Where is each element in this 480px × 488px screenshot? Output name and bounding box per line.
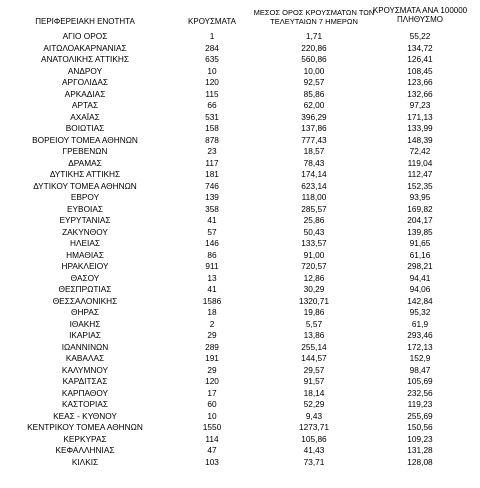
average-cell: 174,14 xyxy=(301,169,327,179)
cases-cell: 191 xyxy=(205,353,219,363)
per-100000-cell: 61,16 xyxy=(409,249,431,260)
average-cell: 1273,71 xyxy=(299,422,329,432)
cases-cell: 1 xyxy=(209,31,215,41)
cases-cell: 114 xyxy=(205,433,219,444)
regional-unit-cell: ΚΕΝΤΡΙΚΟΥ ΤΟΜΕΑ ΑΘΗΝΩΝ xyxy=(27,422,143,432)
cases-cell: 158 xyxy=(205,123,219,133)
per-100000-cell: 152,35 xyxy=(407,180,433,191)
per-100000-cell: 94,41 xyxy=(409,272,431,283)
cases-cell: 284 xyxy=(205,42,219,53)
cases-cell: 13 xyxy=(207,272,217,283)
cases-cell: 57 xyxy=(207,226,217,237)
regional-unit-cell: ΖΑΚΥΝΘΟΥ xyxy=(62,226,108,237)
per-100000-cell: 93,95 xyxy=(409,192,431,202)
regional-unit-cell: ΑΡΓΟΛΙΔΑΣ xyxy=(62,77,108,87)
cases-cell: 17 xyxy=(207,387,217,398)
table-row xyxy=(0,169,480,181)
table-row xyxy=(0,422,480,434)
average-cell: 62,00 xyxy=(303,100,325,110)
table-row xyxy=(0,445,480,457)
cases-cell: 878 xyxy=(205,134,219,145)
cases-cell: 10 xyxy=(207,65,217,76)
cases-cell: 1586 xyxy=(202,295,222,306)
per-100000-cell: 128,08 xyxy=(407,456,433,467)
regional-unit-cell: ΘΗΡΑΣ xyxy=(70,307,100,317)
table-row xyxy=(0,273,480,285)
per-100000-cell: 119,04 xyxy=(407,157,433,168)
table-row xyxy=(0,215,480,227)
average-cell: 91,00 xyxy=(303,249,325,260)
regional-unit-cell: ΘΑΣΟΥ xyxy=(70,272,100,283)
regional-unit-cell: ΑΓΙΟ ΟΡΟΣ xyxy=(62,31,108,41)
cases-cell: 120 xyxy=(205,376,219,386)
average-cell: 50,43 xyxy=(303,226,325,237)
table-row xyxy=(0,204,480,216)
table-row xyxy=(0,434,480,446)
table-row xyxy=(0,100,480,112)
cases-cell: 18 xyxy=(207,307,217,317)
table-row xyxy=(0,66,480,78)
cases-cell: 139 xyxy=(205,192,219,202)
average-cell: 85,86 xyxy=(303,88,325,99)
per-100000-cell: 98,47 xyxy=(409,364,431,375)
cases-cell: 41 xyxy=(207,284,217,294)
regional-unit-cell: ΚΑΣΤΟΡΙΑΣ xyxy=(61,399,109,409)
per-100000-cell: 298,21 xyxy=(407,261,433,271)
average-cell: 720,57 xyxy=(301,261,327,271)
average-cell: 25,86 xyxy=(303,215,325,225)
per-100000-cell: 150,56 xyxy=(407,422,433,432)
per-100000-cell: 132,66 xyxy=(407,88,433,99)
cases-cell: 531 xyxy=(205,111,219,122)
average-cell: 1,71 xyxy=(305,31,323,41)
regional-unit-cell: ΑΝΔΡΟΥ xyxy=(67,65,103,76)
average-cell: 396,29 xyxy=(301,111,327,122)
table-row xyxy=(0,457,480,469)
regional-unit-cell: ΘΕΣΠΡΩΤΙΑΣ xyxy=(58,284,112,294)
regional-unit-cell: ΙΚΑΡΙΑΣ xyxy=(69,330,101,340)
cases-cell: 2 xyxy=(209,318,215,329)
regional-unit-cell: ΚΕΡΚΥΡΑΣ xyxy=(63,433,107,444)
regional-unit-cell: ΚΕΑΣ - ΚΥΘΝΟΥ xyxy=(53,410,117,421)
average-cell: 73,71 xyxy=(303,456,325,467)
header-cases-per-100000: ΚΡΟΥΣΜΑΤΑ ΑΝΑ 100000 ΠΛΗΘΥΣΜΟ xyxy=(372,6,468,24)
table-row xyxy=(0,365,480,377)
cases-cell: 120 xyxy=(205,77,219,87)
cases-cell: 117 xyxy=(205,157,219,168)
regional-unit-cell: ΓΡΕΒΕΝΩΝ xyxy=(62,146,108,156)
average-cell: 133,57 xyxy=(301,238,327,248)
per-100000-cell: 55,22 xyxy=(409,31,431,41)
table-row xyxy=(0,319,480,331)
table-row xyxy=(0,43,480,55)
average-cell: 144,57 xyxy=(301,353,327,363)
regional-unit-cell: ΒΟΙΩΤΙΑΣ xyxy=(65,123,105,133)
table-row xyxy=(0,31,480,43)
table-row xyxy=(0,54,480,66)
table-row xyxy=(0,146,480,158)
regional-unit-cell: ΚΙΛΚΙΣ xyxy=(71,456,99,467)
table-row xyxy=(0,353,480,365)
average-cell: 560,86 xyxy=(301,54,327,64)
regional-unit-cell: ΑΡΚΑΔΙΑΣ xyxy=(64,88,106,99)
average-cell: 9,43 xyxy=(305,410,323,421)
average-cell: 92,57 xyxy=(303,77,325,87)
header-regional-unit: ΠΕΡΙΦΕΡΕΙΑΚΗ ΕΝΟΤΗΤΑ xyxy=(35,17,135,26)
per-100000-cell: 105,69 xyxy=(407,376,433,386)
average-cell: 255,14 xyxy=(301,341,327,352)
table-row xyxy=(0,158,480,170)
cases-cell: 181 xyxy=(205,169,219,179)
per-100000-cell: 126,41 xyxy=(407,54,433,64)
regional-unit-cell: ΗΛΕΙΑΣ xyxy=(69,238,101,248)
average-cell: 41,43 xyxy=(303,445,325,455)
table-row xyxy=(0,123,480,135)
cases-cell: 23 xyxy=(207,146,217,156)
per-100000-cell: 108,45 xyxy=(407,65,433,76)
table-row xyxy=(0,250,480,262)
regional-unit-cell: ΑΡΤΑΣ xyxy=(71,100,99,110)
table-row xyxy=(0,238,480,250)
header-cases: ΚΡΟΥΣΜΑΤΑ xyxy=(188,17,236,26)
cases-cell: 635 xyxy=(205,54,219,64)
per-100000-cell: 142,84 xyxy=(407,295,433,306)
table-row xyxy=(0,112,480,124)
table-row xyxy=(0,135,480,147)
per-100000-cell: 109,23 xyxy=(407,433,433,444)
cases-cell: 289 xyxy=(205,341,219,352)
regional-unit-cell: ΕΒΡΟΥ xyxy=(70,192,100,202)
per-100000-cell: 61,9 xyxy=(411,318,429,329)
cases-cell: 103 xyxy=(205,456,219,467)
per-100000-cell: 171,13 xyxy=(407,111,433,122)
per-100000-cell: 97,23 xyxy=(409,100,431,110)
per-100000-cell: 293,46 xyxy=(407,330,433,340)
per-100000-cell: 255,69 xyxy=(407,410,433,421)
table-row xyxy=(0,342,480,354)
per-100000-cell: 72,42 xyxy=(409,146,431,156)
table-row xyxy=(0,181,480,193)
regional-unit-cell: ΔΥΤΙΚΟΥ ΤΟΜΕΑ ΑΘΗΝΩΝ xyxy=(33,180,137,191)
average-cell: 105,86 xyxy=(301,433,327,444)
regional-unit-cell: ΙΩΑΝΝΙΝΩΝ xyxy=(61,341,109,352)
cases-cell: 47 xyxy=(207,445,217,455)
regional-unit-cell: ΑΙΤΩΛΟΑΚΑΡΝΑΝΙΑΣ xyxy=(43,42,127,53)
cases-cell: 1550 xyxy=(202,422,222,432)
average-cell: 777,43 xyxy=(301,134,327,145)
regional-unit-cell: ΑΧΑΪΑΣ xyxy=(70,111,100,122)
cases-cell: 115 xyxy=(205,88,219,99)
table-row xyxy=(0,284,480,296)
average-cell: 18,14 xyxy=(303,387,325,398)
cases-cell: 10 xyxy=(207,410,217,421)
per-100000-cell: 152,9 xyxy=(409,353,431,363)
header-7day-average: ΜΕΣΟΣ ΟΡΟΣ ΚΡΟΥΣΜΑΤΩΝ ΤΩΝ ΤΕΛΕΥΤΑΙΩΝ 7 ΗΜΕΡΩΝ xyxy=(253,8,375,26)
cases-cell: 911 xyxy=(205,261,219,271)
regional-unit-cell: ΚΑΛΥΜΝΟΥ xyxy=(61,364,109,375)
table-row xyxy=(0,227,480,239)
regional-unit-cell: ΚΑΡΠΑΘΟΥ xyxy=(61,387,109,398)
per-100000-cell: 94,06 xyxy=(409,284,431,294)
table-row xyxy=(0,296,480,308)
average-cell: 19,86 xyxy=(303,307,325,317)
regional-unit-cell: ΔΡΑΜΑΣ xyxy=(68,157,102,168)
cases-cell: 746 xyxy=(205,180,219,191)
table-row xyxy=(0,89,480,101)
average-cell: 12,86 xyxy=(303,272,325,283)
table-header xyxy=(0,0,480,31)
table-row xyxy=(0,77,480,89)
regional-unit-cell: ΕΥΡΥΤΑΝΙΑΣ xyxy=(59,215,111,225)
cases-cell: 29 xyxy=(207,364,217,375)
average-cell: 13,86 xyxy=(303,330,325,340)
per-100000-cell: 112,47 xyxy=(407,169,433,179)
table-row xyxy=(0,261,480,273)
per-100000-cell: 169,82 xyxy=(407,203,433,214)
per-100000-cell: 91,65 xyxy=(409,238,431,248)
per-100000-cell: 123,66 xyxy=(407,77,433,87)
average-cell: 285,57 xyxy=(301,203,327,214)
per-100000-cell: 95,32 xyxy=(409,307,431,317)
regional-unit-cell: ΕΥΒΟΙΑΣ xyxy=(66,203,104,214)
regional-unit-cell: ΗΜΑΘΙΑΣ xyxy=(66,249,104,260)
cases-cell: 86 xyxy=(207,249,217,260)
table-row xyxy=(0,192,480,204)
per-100000-cell: 134,72 xyxy=(407,42,433,53)
regional-unit-cell: ΚΑΒΑΛΑΣ xyxy=(65,353,105,363)
per-100000-cell: 232,56 xyxy=(407,387,433,398)
table-row xyxy=(0,376,480,388)
cases-cell: 60 xyxy=(207,399,217,409)
per-100000-cell: 204,17 xyxy=(407,215,433,225)
average-cell: 137,86 xyxy=(301,123,327,133)
per-100000-cell: 119,23 xyxy=(407,399,433,409)
regional-unit-cell: ΚΕΦΑΛΛΗΝΙΑΣ xyxy=(55,445,115,455)
regional-unit-cell: ΑΝΑΤΟΛΙΚΗΣ ΑΤΤΙΚΗΣ xyxy=(40,54,130,64)
average-cell: 91,57 xyxy=(303,376,325,386)
table-body xyxy=(0,31,480,468)
table-row xyxy=(0,307,480,319)
per-100000-cell: 131,28 xyxy=(407,445,433,455)
average-cell: 78,43 xyxy=(303,157,325,168)
cases-cell: 29 xyxy=(207,330,217,340)
per-100000-cell: 172,13 xyxy=(407,341,433,352)
average-cell: 220,86 xyxy=(301,42,327,53)
regional-unit-cell: ΚΑΡΔΙΤΣΑΣ xyxy=(62,376,108,386)
table-row xyxy=(0,411,480,423)
cases-cell: 358 xyxy=(205,203,219,214)
cases-cell: 41 xyxy=(207,215,217,225)
regional-unit-cell: ΘΕΣΣΑΛΟΝΙΚΗΣ xyxy=(52,295,118,306)
average-cell: 118,00 xyxy=(301,192,327,202)
regional-unit-cell: ΗΡΑΚΛΕΙΟΥ xyxy=(61,261,109,271)
regional-unit-cell: ΙΘΑΚΗΣ xyxy=(69,318,101,329)
regional-unit-cell: ΒΟΡΕΙΟΥ ΤΟΜΕΑ ΑΘΗΝΩΝ xyxy=(32,134,138,145)
per-100000-cell: 139,85 xyxy=(407,226,433,237)
average-cell: 10,00 xyxy=(303,65,325,76)
average-cell: 623,14 xyxy=(301,180,327,191)
average-cell: 5,57 xyxy=(305,318,323,329)
cases-cell: 66 xyxy=(207,100,217,110)
table-row xyxy=(0,330,480,342)
average-cell: 52,29 xyxy=(303,399,325,409)
table-row xyxy=(0,388,480,400)
average-cell: 1320,71 xyxy=(299,295,329,306)
regional-unit-cell: ΔΥΤΙΚΗΣ ΑΤΤΙΚΗΣ xyxy=(49,169,121,179)
per-100000-cell: 133,99 xyxy=(407,123,433,133)
table-row xyxy=(0,399,480,411)
cases-cell: 146 xyxy=(205,238,219,248)
per-100000-cell: 148,39 xyxy=(407,134,433,145)
average-cell: 18,57 xyxy=(303,146,325,156)
average-cell: 29,57 xyxy=(303,364,325,375)
average-cell: 30,29 xyxy=(303,284,325,294)
